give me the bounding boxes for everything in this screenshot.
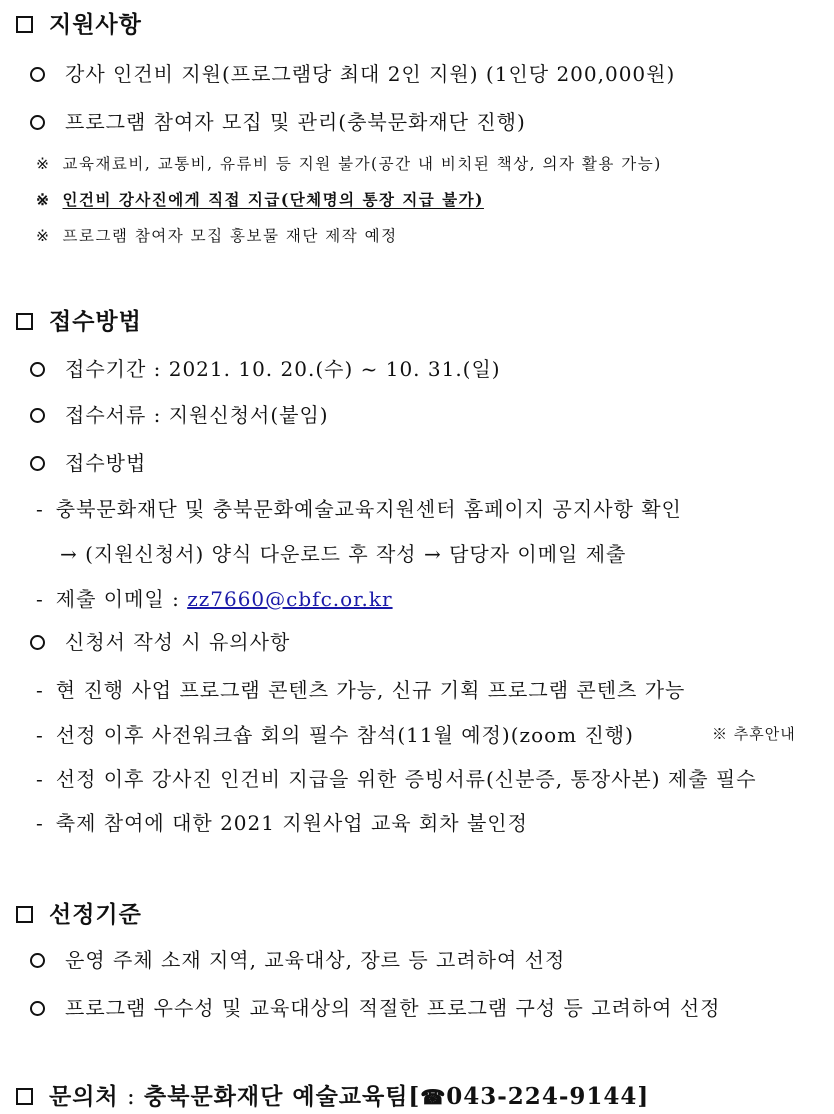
section-title-text: 지원사항 xyxy=(49,11,142,38)
phone-icon: ☎ xyxy=(420,1085,447,1109)
circle-bullet-icon xyxy=(30,953,45,968)
reception-caution-4: - 축제 참여에 대한 2021 지원사업 교육 회차 불인정 xyxy=(36,811,528,835)
circle-bullet-icon xyxy=(30,408,45,423)
reception-documents: 접수서류 : 지원신청서(붙임) xyxy=(30,399,329,428)
criteria-item-1: 운영 주체 소재 지역, 교육대상, 장르 등 고려하여 선정 xyxy=(30,944,565,973)
circle-bullet-icon xyxy=(30,635,45,650)
checkbox-square-icon xyxy=(16,1088,33,1105)
section-title-support xyxy=(16,6,142,39)
checkbox-square-icon xyxy=(16,906,33,923)
section-title-criteria: 선정기준 xyxy=(16,896,142,929)
email-link[interactable]: zz7660@cbfc.or.kr xyxy=(187,587,393,611)
reception-method-line-1: - 충북문화재단 및 충북문화예술교육지원센터 홈페이지 공지사항 확인 xyxy=(36,497,682,521)
section-title-contact: 문의처 : 충북문화재단 예술교육팀[☎043-224-9144] xyxy=(16,1078,649,1111)
reception-caution-1: - 현 진행 사업 프로그램 콘텐츠 가능, 신규 기획 프로그램 콘텐츠 가능 xyxy=(36,678,686,702)
reception-period: 접수기간 : 2021. 10. 20.(수) ~ 10. 31.(일) xyxy=(30,353,501,382)
circle-bullet-icon xyxy=(30,115,45,130)
reference-mark-icon: ※ xyxy=(36,155,51,173)
support-note-3: ※ 프로그램 참여자 모집 홍보물 재단 제작 예정 xyxy=(36,227,398,245)
reception-caution-heading: 신청서 작성 시 유의사항 xyxy=(30,626,290,655)
checkbox-square-icon xyxy=(16,313,33,330)
support-item-2: 프로그램 참여자 모집 및 관리(충북문화재단 진행) xyxy=(30,106,526,135)
criteria-item-2: 프로그램 우수성 및 교육대상의 적절한 프로그램 구성 등 고려하여 선정 xyxy=(30,992,721,1021)
reception-email-line: - 제출 이메일 : zz7660@cbfc.or.kr xyxy=(36,587,393,611)
caution-2-note: ※ 추후안내 xyxy=(712,725,796,743)
circle-bullet-icon xyxy=(30,456,45,471)
circle-bullet-icon xyxy=(30,362,45,377)
reception-method-heading: 접수방법 xyxy=(30,447,146,476)
support-note-2: ※ 인건비 강사진에게 직접 지급(단체명의 통장 지급 불가) xyxy=(36,190,484,209)
reception-method-line-2: → (지원신청서) 양식 다운로드 후 작성 → 담당자 이메일 제출 xyxy=(60,542,627,566)
reception-caution-3: - 선정 이후 강사진 인건비 지급을 위한 증빙서류(신분증, 통장사본) 제출 필수 xyxy=(36,767,757,791)
support-note-1: ※ 교육재료비, 교통비, 유류비 등 지원 불가(공간 내 비치된 책상, 의자 활용 가능) xyxy=(36,155,662,173)
section-title-reception: 접수방법 xyxy=(16,303,142,336)
support-item-1: 강사 인건비 지원(프로그램당 최대 2인 지원) (1인당 200,000원) xyxy=(30,58,675,87)
reception-caution-2: - 선정 이후 사전워크숍 회의 필수 참석(11월 예정)(zoom 진행) xyxy=(36,723,634,747)
reference-mark-icon: ※ xyxy=(36,227,51,245)
reference-mark-icon: ※ xyxy=(36,190,51,209)
checkbox-square-icon xyxy=(16,16,33,33)
circle-bullet-icon xyxy=(30,1001,45,1016)
circle-bullet-icon xyxy=(30,67,45,82)
